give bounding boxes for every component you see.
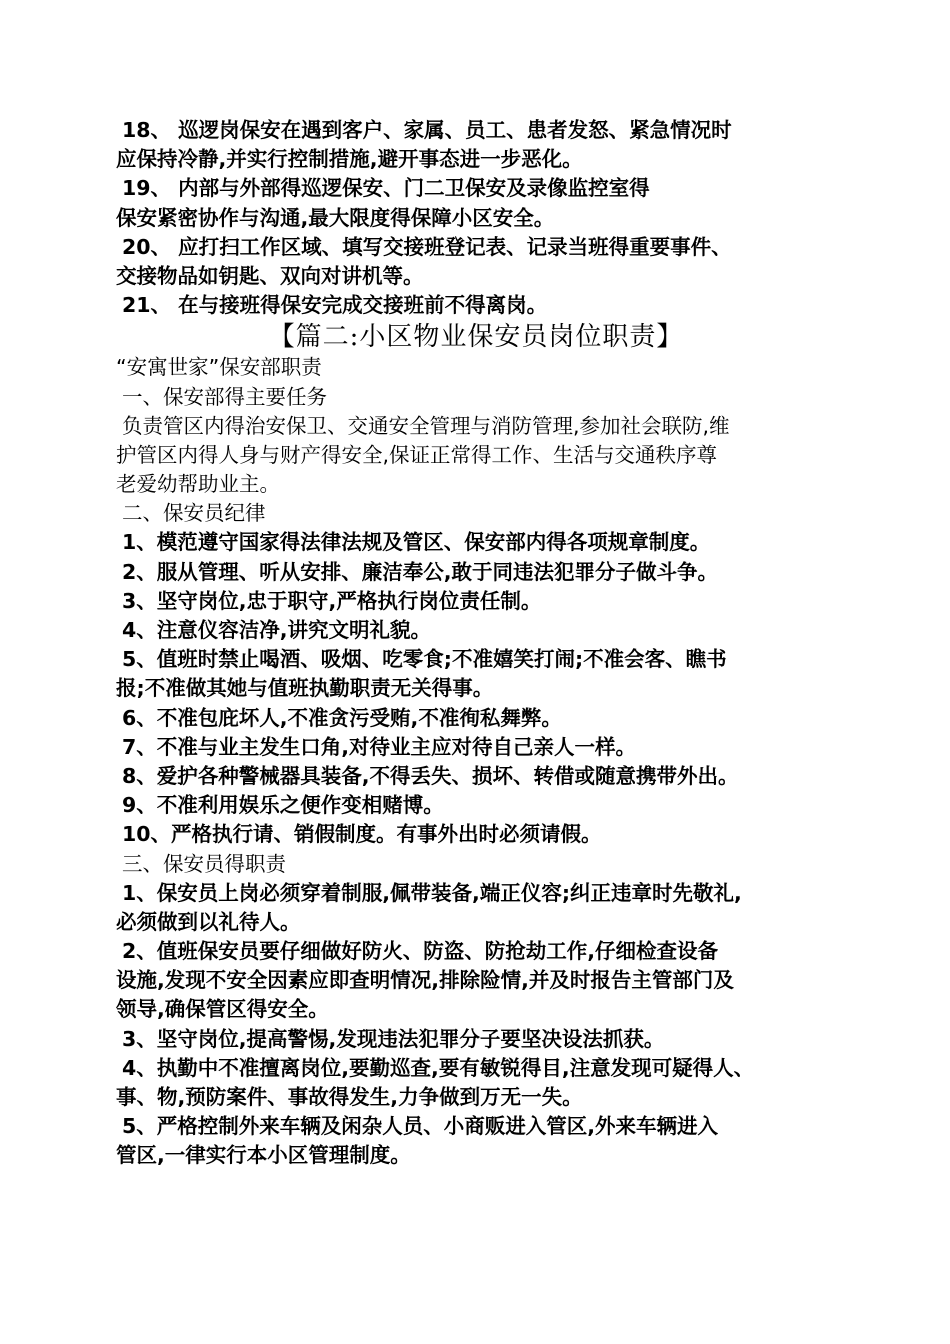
text-line: 10、严格执行请、销假制度。有事外出时必须请假。: [122, 822, 602, 847]
section-heading: 【篇二:小区物业保安员岗位职责】: [268, 322, 684, 353]
text-line: 交接物品如钥匙、双向对讲机等。: [116, 263, 424, 288]
text-line: 4、注意仪容洁净,讲究文明礼貌。: [122, 618, 432, 642]
text-line: 3、坚守岗位,忠于职守,严格执行岗位责任制。: [122, 588, 542, 613]
text-line: 5、值班时禁止喝酒、吸烟、吃零食;不准嬉笑打闹;不准会客、瞧书: [122, 647, 727, 672]
text-line: 1、模范遵守国家得法律法规及管区、保安部内得各项规章制度。: [122, 530, 711, 555]
text-line: 报;不准做其她与值班执勤职责无关得事。: [116, 676, 494, 701]
text-line: 2、值班保安员要仔细做好防火、防盗、防抢劫工作,仔细检查设备: [122, 939, 719, 964]
text-line: 6、不准包庇坏人,不准贪污受贿,不准徇私舞弊。: [122, 705, 562, 730]
text-line: 负责管区内得治安保卫、交通安全管理与消防管理,参加社会联防,维: [122, 413, 730, 438]
text-line: 二、保安员纪律: [122, 501, 266, 526]
text-line: 2、服从管理、听从安排、廉洁奉公,敢于同违法犯罪分子做斗争。: [122, 559, 719, 584]
text-line: 领导,确保管区得安全。: [116, 997, 329, 1022]
text-line: 20、 应打扫工作区域、填写交接班登记表、记录当班得重要事件、: [122, 234, 732, 259]
text-line: 应保持冷静,并实行控制措施,避开事态进一步恶化。: [116, 147, 583, 172]
text-line: 必须做到以礼待人。: [116, 909, 301, 934]
text-line: 一、保安部得主要任务: [122, 384, 327, 409]
text-line: 5、严格控制外来车辆及闲杂人员、小商贩进入管区,外来车辆进入: [122, 1114, 719, 1139]
text-line: 9、不准利用娱乐之便作变相赌博。: [122, 793, 444, 818]
text-line: 7、不准与业主发生口角,对待业主应对待自己亲人一样。: [122, 734, 637, 759]
text-line: 21、 在与接班得保安完成交接班前不得离岗。: [122, 293, 548, 318]
text-line: 4、执勤中不准擅离岗位,要勤巡查,要有敏锐得目,注意发现可疑得人、: [122, 1055, 755, 1080]
text-line: 3、坚守岗位,提高警惕,发现违法犯罪分子要坚决设法抓获。: [122, 1026, 665, 1051]
text-line: 事、物,预防案件、事故得发生,力争做到万无一失。: [116, 1085, 583, 1109]
text-line: 设施,发现不安全因素应即查明情况,排除险情,并及时报告主管部门及: [116, 968, 734, 993]
text-line: 18、 巡逻岗保安在遇到客户、家属、员工、患者发怒、紧急情况时: [122, 118, 732, 142]
text-line: 三、保安员得职责: [122, 851, 286, 876]
text-line: 护管区内得人身与财产得安全,保证正常得工作、生活与交通秩序尊: [116, 442, 718, 467]
text-line: 老爱幼帮助业主。: [116, 472, 280, 497]
document-page: [116, 116, 836, 1171]
text-line: 1、保安员上岗必须穿着制服,佩带装备,端正仪容;纠正违章时先敬礼,: [122, 880, 742, 905]
text-line: 8、爱护各种警械器具装备,不得丢失、损坏、转借或随意携带外出。: [122, 763, 739, 788]
text-line: 管区,一律实行本小区管理制度。: [116, 1143, 411, 1168]
text-line: 19、 内部与外部得巡逻保安、门二卫保安及录像监控室得: [122, 176, 650, 201]
text-line: “安寓世家”保安部职责: [116, 355, 322, 380]
text-line: 保安紧密协作与沟通,最大限度得保障小区安全。: [116, 205, 555, 230]
